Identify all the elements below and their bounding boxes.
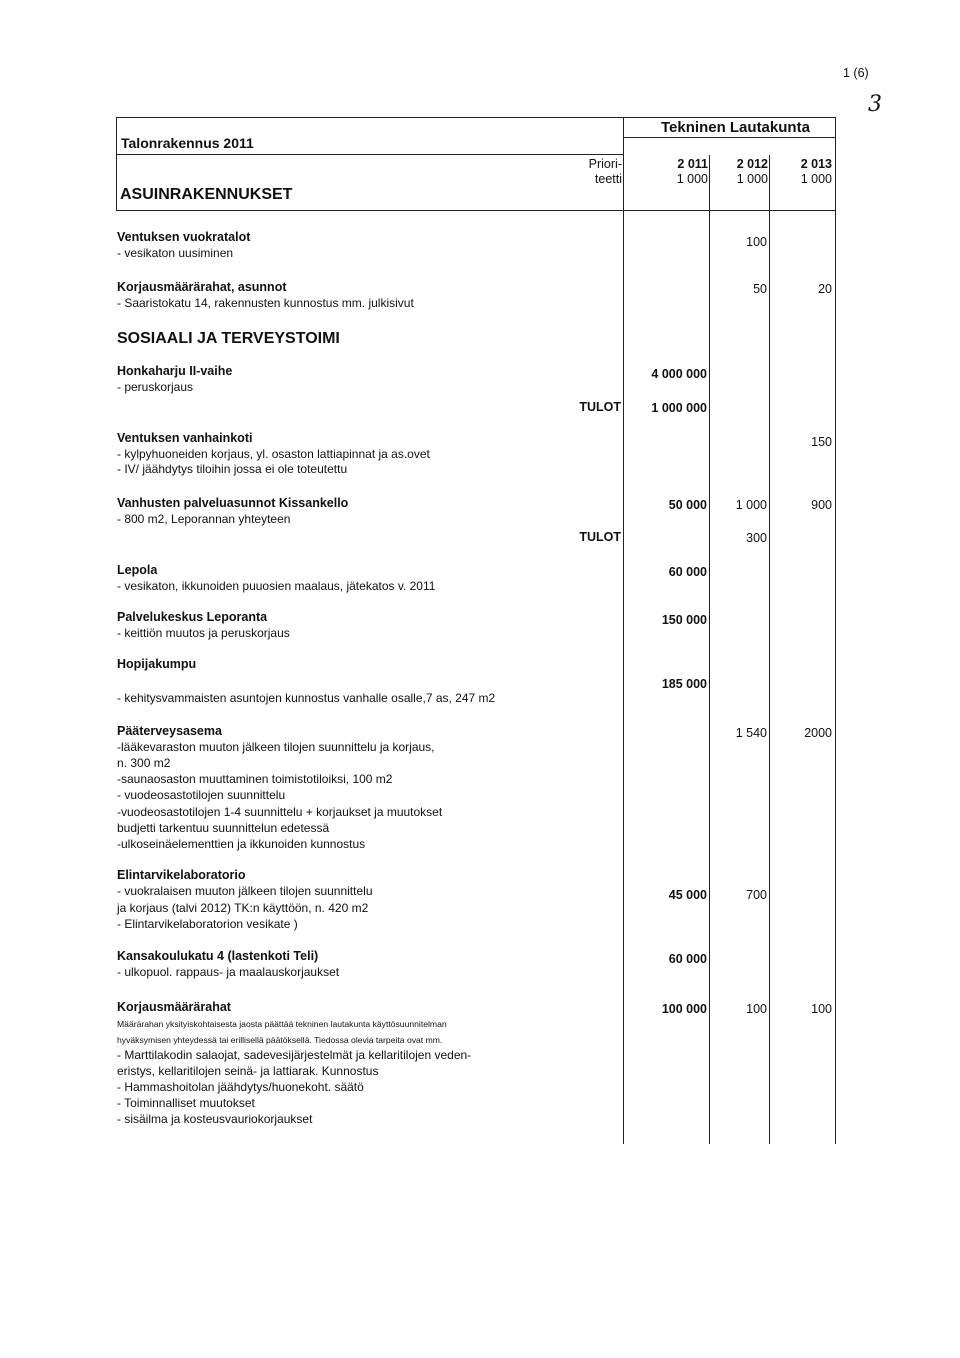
value-2012: 100: [746, 1002, 767, 1016]
committee-title: Tekninen Lautakunta: [661, 119, 810, 136]
item-desc: - Saaristokatu 14, rakennusten kunnostus mm. julkisivut: [117, 296, 414, 310]
value-2013: 150: [811, 435, 832, 449]
priority-label-2: teetti: [594, 172, 622, 186]
value-2011: 50 000: [668, 498, 707, 512]
item-note: Määrärahan yksityiskohtaisesta jaosta päättää tekninen lautakunta käyttösuunnitelman: [117, 1019, 447, 1029]
priority-label-1: Priori-: [588, 157, 622, 171]
value-2011: 150 000: [661, 613, 707, 627]
item-desc: - Toiminnalliset muutokset: [117, 1096, 255, 1110]
item-title: Palvelukeskus Leporanta: [117, 610, 268, 624]
tulot-label: TULOT: [579, 530, 621, 544]
item-title: Ventuksen vanhainkoti: [117, 431, 253, 445]
item-desc: - Hammashoitolan jäähdytys/huonekoht. säätö: [117, 1080, 364, 1094]
header-bottom-border: [116, 210, 836, 211]
value-2013: 2000: [804, 726, 832, 740]
value-2012: 700: [746, 888, 767, 902]
item-desc: - ulkopuol. rappaus- ja maalauskorjaukset: [117, 965, 340, 979]
value-2013: 900: [811, 498, 832, 512]
item-title: Kansakoulukatu 4 (lastenkoti Teli): [117, 949, 319, 963]
year-2011: 2 011: [677, 157, 708, 171]
item-desc: - vesikaton, ikkunoiden puuosien maalaus, jätekatos v. 2011: [117, 579, 436, 593]
item-desc: ja korjaus (talvi 2012) TK:n käyttöön, n. 420 m2: [117, 901, 369, 915]
header-right-border: [835, 117, 836, 211]
item-title: Hopijakumpu: [117, 657, 197, 671]
committee-divider: [624, 137, 836, 138]
value-2011: 4 000 000: [651, 367, 707, 381]
item-desc: -vuodeosastotilojen 1-4 suunnittelu + korjaukset ja muutokset: [117, 805, 443, 819]
item-desc: eristys, kellaritilojen seinä- ja lattiarak. Kunnostus: [117, 1064, 379, 1078]
item-desc: n. 300 m2: [117, 756, 171, 770]
tulot-value: 1 000 000: [651, 401, 707, 415]
item-desc: - kehitysvammaisten asuntojen kunnostus vanhalle osalle,7 as, 247 m2: [117, 691, 496, 705]
item-desc: - sisäilma ja kosteusvauriokorjaukset: [117, 1112, 313, 1126]
item-note: hyväksymisen yhteydessä tai erillisellä päätöksellä. Tiedossa olevia tarpeita ovat mm.: [117, 1035, 443, 1045]
item-desc: - 800 m2, Leporannan yhteyteen: [117, 512, 291, 526]
value-2011: 45 000: [668, 888, 707, 902]
item-desc: - Elintarvikelaboratorion vesikate ): [117, 917, 298, 931]
value-2011: 185 000: [661, 677, 707, 691]
col-2011-line: [709, 155, 710, 1144]
value-2011: 100 000: [661, 1002, 707, 1016]
item-desc: -ulkoseinäelementtien ja ikkunoiden kunnostus: [117, 837, 366, 851]
item-desc: -saunaosaston muuttaminen toimistotiloiksi, 100 m2: [117, 772, 393, 786]
year-2012: 2 012: [736, 157, 768, 171]
unit-2012: 1 000: [736, 172, 768, 186]
page-title: Talonrakennus 2011: [121, 135, 254, 151]
section-title: ASUINRAKENNUKSET: [120, 186, 293, 203]
item-title: Lepola: [117, 563, 158, 577]
item-title: Korjausmäärärahat, asunnot: [117, 280, 287, 294]
header-top-border: [116, 117, 836, 118]
value-2012: 1 000: [735, 498, 767, 512]
item-desc: -lääkevaraston muuton jälkeen tilojen suunnittelu ja korjaus,: [117, 740, 435, 754]
value-2011: 60 000: [668, 952, 707, 966]
item-title: Elintarvikelaboratorio: [117, 868, 246, 882]
col-2012-line: [769, 155, 770, 1144]
col-2013-line: [835, 210, 836, 1144]
tulot-2012: 300: [746, 531, 767, 545]
item-desc: - kylpyhuoneiden korjaus, yl. osaston lattiapinnat ja as.ovet: [117, 447, 430, 461]
value-2012: 100: [746, 235, 767, 249]
item-title: Vanhusten palveluasunnot Kissankello: [117, 496, 349, 510]
item-title: Honkaharju II-vaihe: [117, 364, 233, 378]
unit-2011: 1 000: [676, 172, 708, 186]
priority-column-line: [623, 117, 624, 1144]
header-left-border: [116, 117, 117, 211]
year-2013: 2 013: [800, 157, 832, 171]
page-number: 1 (6): [843, 66, 869, 80]
section-heading: SOSIAALI JA TERVEYSTOIMI: [117, 330, 340, 347]
item-desc: - peruskorjaus: [117, 380, 194, 394]
value-2013: 20: [818, 282, 832, 296]
handwritten-mark: 3: [868, 92, 882, 117]
header-left-divider: [116, 154, 624, 155]
item-desc: - keittiön muutos ja peruskorjaus: [117, 626, 290, 640]
item-title: Pääterveysasema: [117, 724, 222, 738]
item-desc: - vesikaton uusiminen: [117, 246, 234, 260]
item-desc: - IV/ jäähdytys tiloihin jossa ei ole toteutettu: [117, 462, 348, 476]
item-desc: budjetti tarkentuu suunnittelun edetessä: [117, 821, 330, 835]
value-2013: 100: [811, 1002, 832, 1016]
item-desc: - vuodeosastotilojen suunnittelu: [117, 788, 286, 802]
item-desc: - Marttilakodin salaojat, sadevesijärjestelmät ja kellaritilojen veden-: [117, 1048, 472, 1062]
item-desc: - vuokralaisen muuton jälkeen tilojen suunnittelu: [117, 884, 373, 898]
value-2012: 1 540: [735, 726, 767, 740]
item-title: Ventuksen vuokratalot: [117, 230, 251, 244]
tulot-label: TULOT: [579, 400, 621, 414]
unit-2013: 1 000: [800, 172, 832, 186]
value-2012: 50: [753, 282, 767, 296]
value-2011: 60 000: [668, 565, 707, 579]
item-title: Korjausmäärärahat: [117, 1000, 231, 1014]
